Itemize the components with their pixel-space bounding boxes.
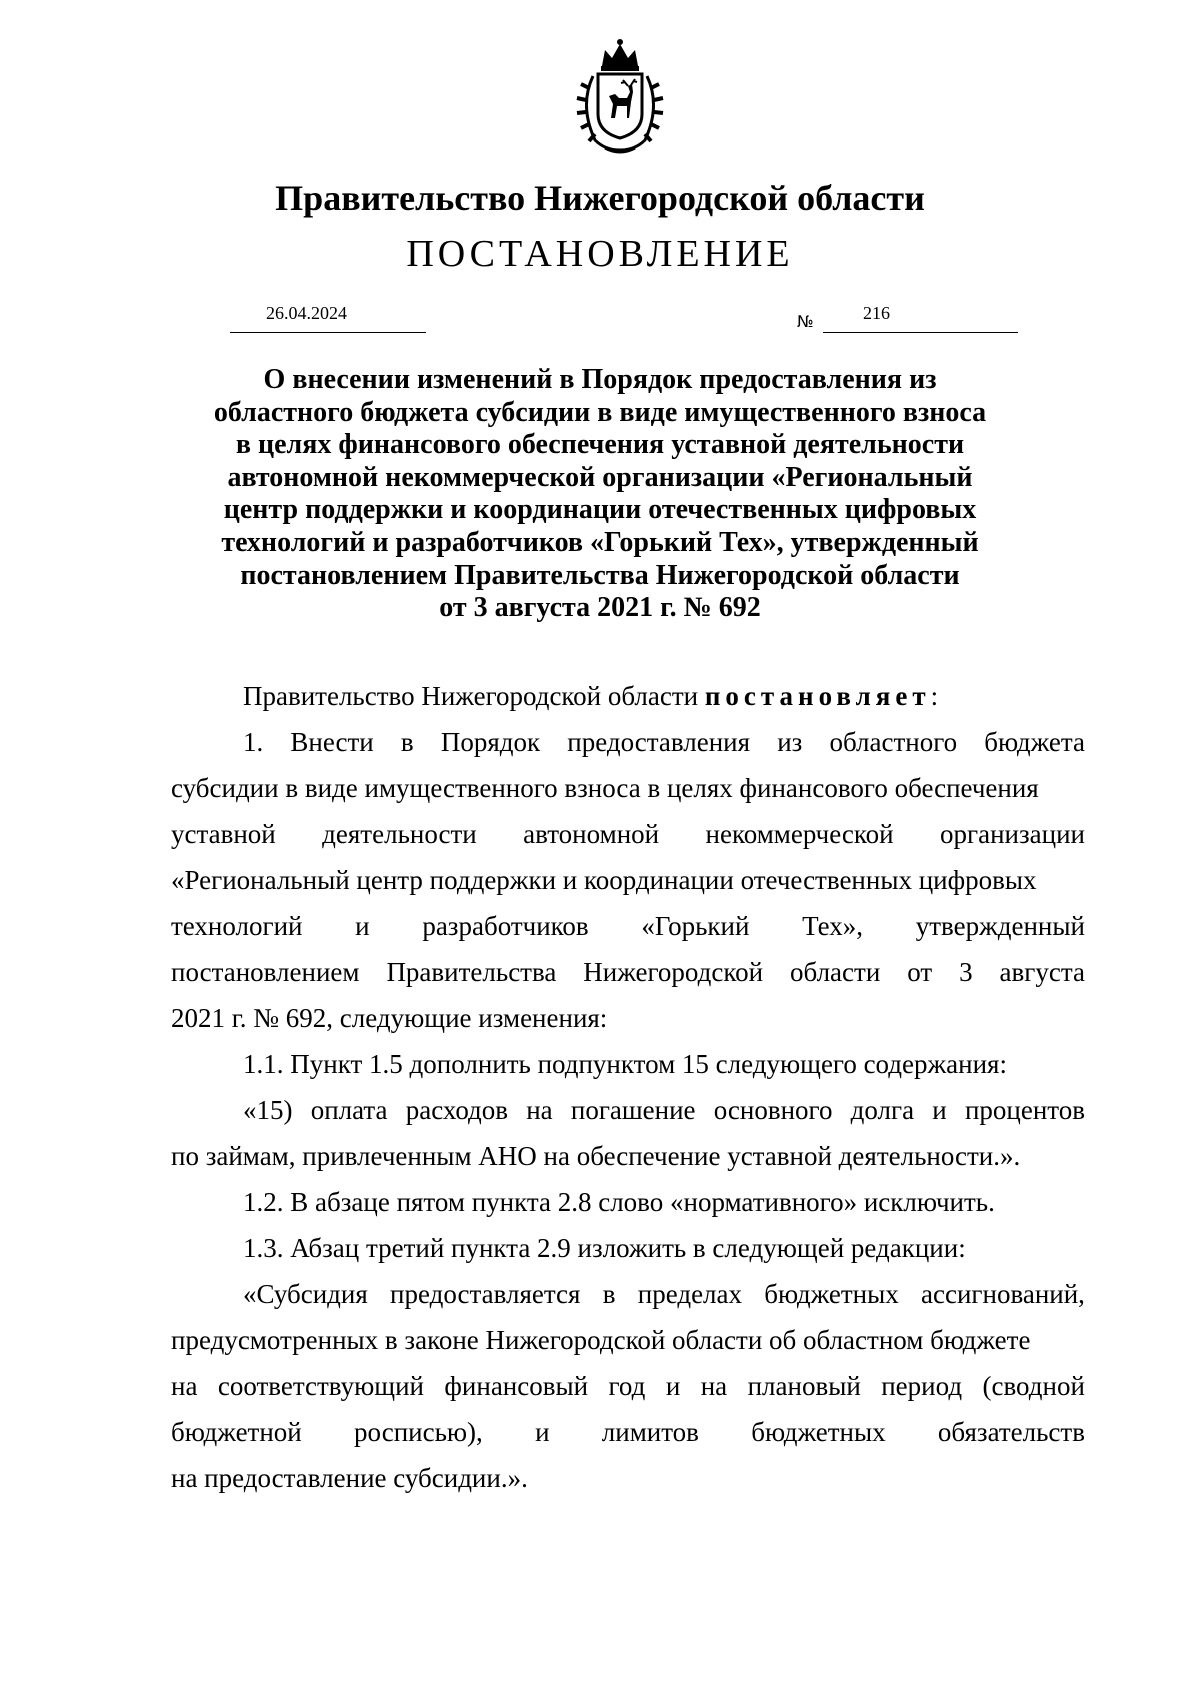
subject-line: технологий и разработчиков «Горький Тех», утвержденный [221,526,979,558]
word: обязательств [937,1417,1085,1447]
word: расходов [405,1095,509,1125]
word: год [608,1371,646,1401]
paragraph-1-3-quote-line [171,1417,1085,1448]
word: разработчиков [422,911,589,941]
word: долга [850,1095,915,1125]
preamble-colon: : [930,681,939,711]
subject-line: в целях финансового обеспечения уставной деятельности [235,429,965,461]
word: процентов [964,1095,1085,1125]
word: на [171,1371,198,1401]
word: росписью), [354,1417,483,1447]
paragraph-1-3-quote-line: на предоставление субсидии.». [171,1463,528,1493]
word: постановлением [171,957,360,987]
word: области [790,957,881,987]
paragraph-1-3-quote-line: предусмотренных в законе Нижегородской области об областном бюджете [171,1325,1031,1355]
word: бюджета [984,727,1085,757]
paragraph-1-3-quote-line [171,1371,1085,1402]
word: деятельности [322,819,477,849]
subject-line: от 3 августа 2021 г. № 692 [439,592,761,624]
document-subject [170,364,1030,625]
number-field [823,300,1018,333]
word: на [700,1371,728,1401]
word: в [400,727,414,757]
subject-line: постановлением Правительства Нижегородской области [240,559,960,591]
word: и [932,1095,947,1125]
word: уставной [171,819,276,849]
word: на [526,1095,553,1125]
word: плановый [747,1371,861,1401]
preamble [171,681,1157,712]
word: финансовый [444,1371,589,1401]
subject-line: областного бюджета субсидии в виде имущественного взноса [213,396,987,428]
subject-line: О внесении изменений в Порядок предоставления из [263,364,937,395]
word: предоставления [567,727,751,757]
word: организации [940,819,1085,849]
paragraph-1-line [243,727,1085,758]
word: «15) [243,1095,293,1125]
paragraph-1-line [171,819,1085,850]
word: ассигнований, [921,1279,1085,1309]
word: оплата [310,1095,388,1125]
word: в [602,1279,616,1309]
word: технологий [171,911,303,941]
word: некоммерческой [705,819,894,849]
paragraph-1-line: субсидии в виде имущественного взноса в целях финансового обеспечения [171,773,1039,803]
paragraph-1-1-quote-line: по займам, привлеченным АНО на обеспечение уставной деятельности.». [171,1141,1021,1171]
document-type: ПОСТАНОВЛЕНИЕ [406,233,794,275]
paragraph-1-1: 1.1. Пункт 1.5 дополнить подпунктом 15 следующего содержания: [243,1049,1007,1079]
subject-line: автономной некоммерческой организации «Региональный [227,461,973,493]
word: августа [999,957,1085,987]
word: 1. [243,727,264,757]
date-field [230,300,426,333]
word: бюджетных [751,1417,886,1447]
word: 3 [959,957,973,987]
word: Внести [290,727,374,757]
word: областного [829,727,958,757]
resolves-word: постановляет [704,681,931,711]
word: Тех», [802,911,863,941]
word: и [355,911,370,941]
coat-of-arms-icon [565,36,675,156]
paragraph-1-line [171,957,1085,988]
paragraph-1-line: 2021 г. № 692, следующие изменения: [171,1003,608,1033]
word: лимитов [601,1417,699,1447]
preamble-text: Правительство Нижегородской области [243,681,699,711]
word: предоставляется [390,1279,581,1309]
paragraph-1-2: 1.2. В абзаце пятом пункта 2.8 слово «нормативного» исключить. [243,1187,995,1217]
word: и [665,1371,681,1401]
word: основного [713,1095,833,1125]
word: из [777,727,803,757]
word: автономной [523,819,660,849]
word: Нижегородской [583,957,764,987]
subject-line: центр поддержки и координации отечественных цифровых [223,494,977,526]
document-date: 26.04.2024 [266,303,347,323]
number-sign: № [797,312,814,331]
government-title: Правительство Нижегородской области [275,178,925,218]
word: погашение [570,1095,696,1125]
word: Порядок [440,727,541,757]
word: от [907,957,933,987]
word: пределах [637,1279,743,1309]
word: и [535,1417,550,1447]
paragraph-1-line [171,911,1085,942]
document-number: 216 [863,303,890,323]
paragraph-1-1-quote-line [243,1095,1085,1126]
word: «Горький [641,911,750,941]
word: «Субсидия [243,1279,368,1309]
word: бюджетной [171,1417,302,1447]
word: бюджетных [764,1279,899,1309]
paragraph-1-line: «Региональный центр поддержки и координации отечественных цифровых [171,865,1037,895]
word: утвержденный [915,911,1085,941]
word: соответствующий [217,1371,424,1401]
word: период [881,1371,963,1401]
word: Правительства [386,957,557,987]
word: (сводной [982,1371,1085,1401]
paragraph-1-3-quote-line [243,1279,1085,1310]
paragraph-1-3: 1.3. Абзац третий пункта 2.9 изложить в следующей редакции: [243,1233,966,1263]
